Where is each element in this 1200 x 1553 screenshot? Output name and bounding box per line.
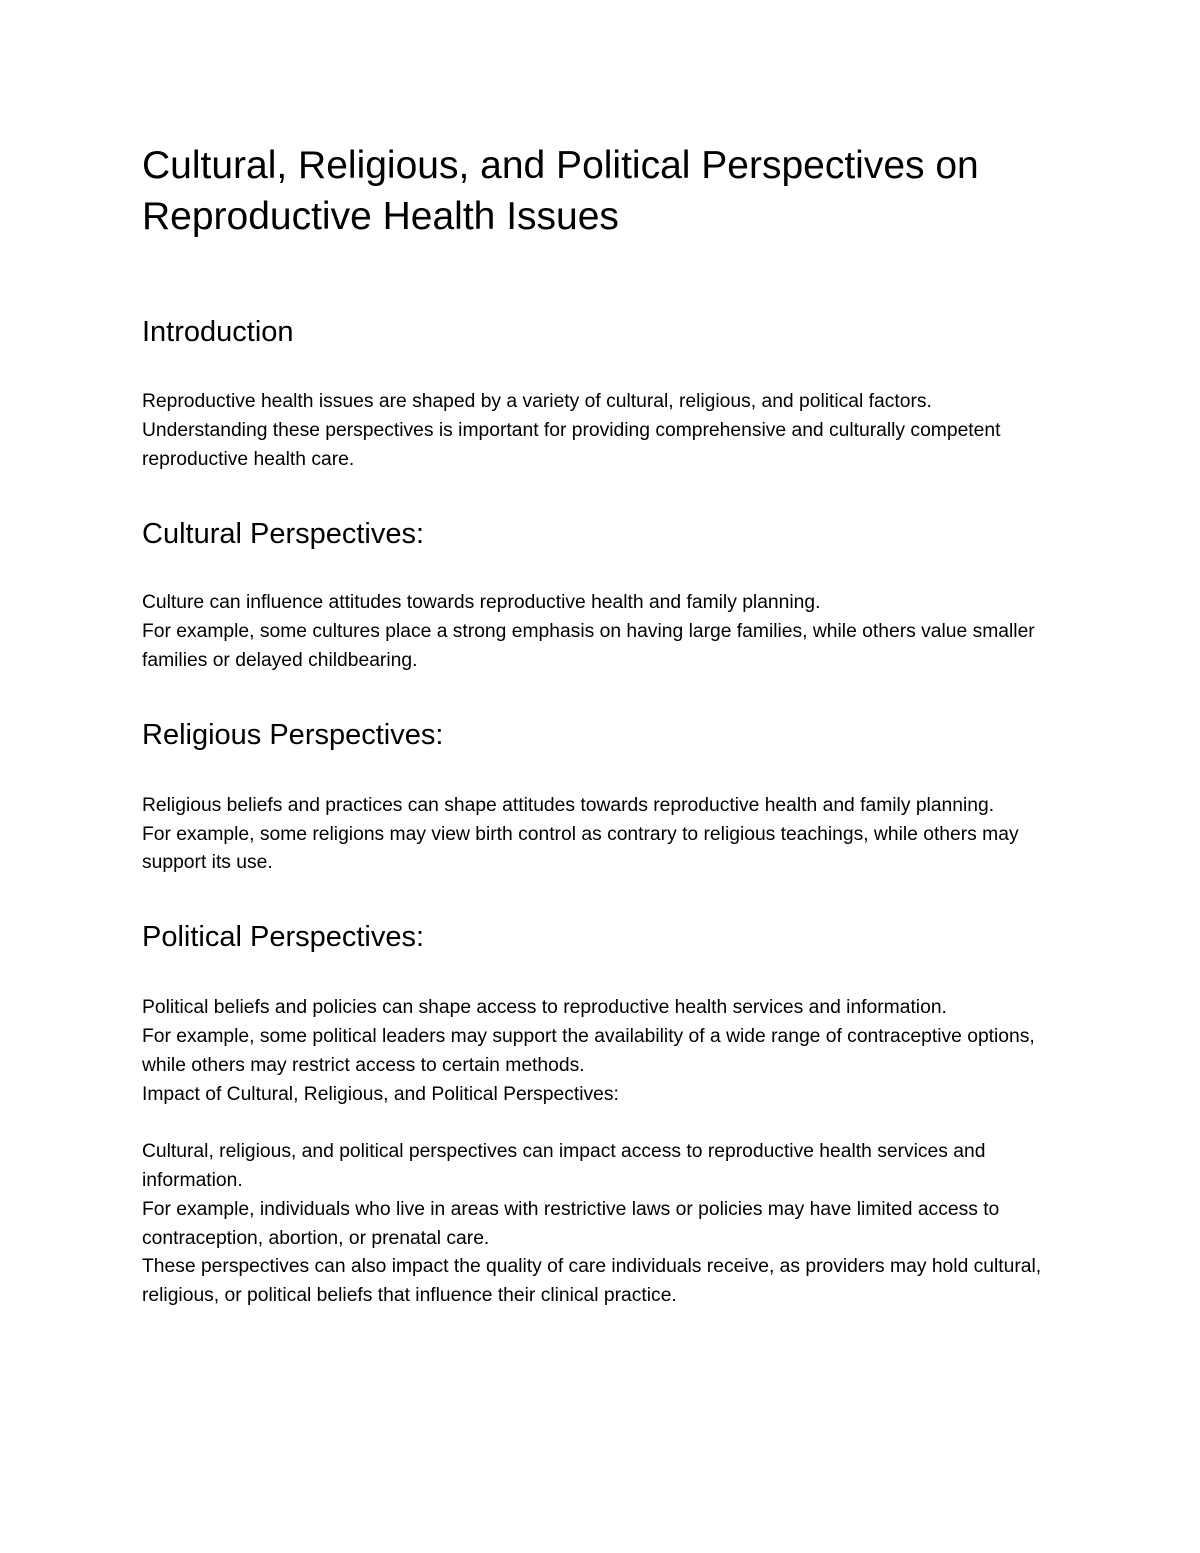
paragraph-line: Political beliefs and policies can shape access to reproductive health services and information. [142, 997, 947, 1019]
section-religious-text [142, 792, 1072, 878]
paragraph-line: For example, some political leaders may support the availability of a wide range of contraceptive options, while others may restrict access to certain methods. [142, 1025, 1035, 1076]
section-political-text [142, 994, 1072, 1109]
heading-religious-perspectives: Religious Perspectives: [142, 718, 444, 751]
paragraph-line: Reproductive health issues are shaped by a variety of cultural, religious, and political factors. [142, 391, 932, 412]
paragraph-line: Culture can influence attitudes towards reproductive health and family planning. [142, 592, 821, 614]
paragraph-line: Impact of Cultural, Religious, and Political Perspectives: [142, 1083, 619, 1105]
heading-introduction: Introduction [142, 316, 294, 348]
heading-political-perspectives: Political Perspectives: [142, 921, 425, 954]
section-impact-text [142, 1138, 1072, 1311]
paragraph-line: Understanding these perspectives is important for providing comprehensive and culturally competent reproductive health care. [142, 419, 1001, 470]
heading-cultural-perspectives: Cultural Perspectives: [142, 518, 425, 551]
paragraph-line: For example, individuals who live in areas with restrictive laws or policies may have limited access to contraception, abortion, or prenatal care. [142, 1198, 1000, 1249]
page-title: Cultural, Religious, and Political Perspectives on Reproductive Health Issues [142, 144, 979, 238]
document-body [142, 140, 1072, 1311]
paragraph-line: For example, some cultures place a strong emphasis on having large families, while others value smaller families or delayed childbearing. [142, 621, 1035, 671]
paragraph-line: These perspectives can also impact the quality of care individuals receive, as providers may hold cultural, religious, or political beliefs that influence their clinical practice. [142, 1256, 1042, 1307]
section-cultural-text [142, 589, 1072, 675]
section-introduction-text [142, 388, 1072, 474]
paragraph-line: For example, some religions may view birth control as contrary to religious teachings, while others may support its use. [142, 823, 1019, 874]
paragraph-line: Religious beliefs and practices can shape attitudes towards reproductive health and family planning. [142, 794, 995, 816]
paragraph-line: Cultural, religious, and political perspectives can impact access to reproductive health services and information. [142, 1141, 986, 1191]
